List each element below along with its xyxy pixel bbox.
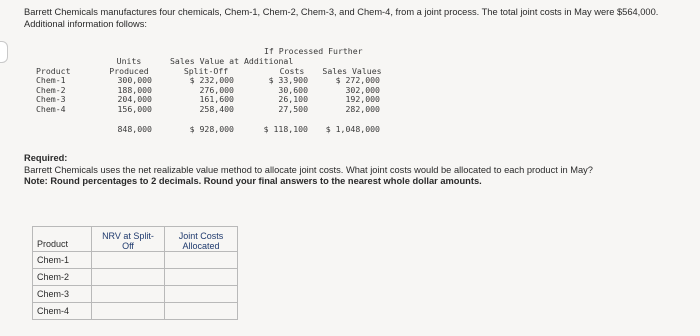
head-units-1: Units	[116, 56, 142, 66]
joint-cell	[165, 252, 238, 269]
required-text: Barrett Chemicals uses the net realizable value method to allocate joint costs. What joint costs would be allocated to each product in May?	[24, 164, 593, 175]
answer-header-nrv	[92, 227, 165, 252]
row-split-off: 276,000	[199, 84, 234, 95]
nrv-cell	[92, 303, 165, 320]
row-product: Chem-4	[36, 103, 66, 114]
row-split-off: 161,600	[199, 94, 234, 104]
row-product: Chem-1	[36, 75, 66, 85]
required-section	[24, 153, 684, 188]
joint-input-chem-2[interactable]	[165, 270, 237, 285]
head-addl-2: Costs	[279, 66, 305, 76]
row-add-costs: 26,100	[278, 94, 308, 104]
nrv-cell	[92, 269, 165, 286]
nrv-input-chem-2[interactable]	[92, 270, 164, 285]
nrv-header-line2: Off	[122, 241, 134, 251]
group-header: If Processed Further	[264, 46, 363, 56]
nrv-header-line1: NRV at Split-	[102, 231, 154, 241]
total-sales-values: $ 1,048,000	[325, 124, 380, 134]
row-units: 156,000	[117, 103, 152, 114]
nrv-input-chem-4[interactable]	[92, 304, 164, 319]
answer-row	[33, 303, 238, 320]
row-sales-values: 192,000	[345, 94, 380, 104]
row-add-costs: 30,600	[278, 84, 308, 95]
joint-input-chem-4[interactable]	[165, 304, 237, 319]
answer-header-product: Product	[33, 227, 92, 252]
head-sales-values: Sales Values	[322, 66, 382, 76]
answer-header-row	[33, 227, 238, 252]
row-add-costs: 27,500	[278, 103, 308, 114]
answer-table	[32, 226, 238, 320]
nrv-cell	[92, 286, 165, 303]
answer-product: Chem-4	[33, 303, 92, 320]
required-label: Required:	[24, 153, 68, 163]
row-units: 204,000	[117, 94, 152, 104]
answer-row	[33, 286, 238, 303]
joint-cell	[165, 303, 238, 320]
problem-intro: Barrett Chemicals manufactures four chemicals, Chem-1, Chem-2, Chem-3, and Chem-4, from a joint process. The total joint costs in May were $564,000. Additional information follows:	[24, 7, 659, 29]
row-split-off: $ 232,000	[189, 75, 234, 85]
note-text: Note: Round percentages to 2 decimals. Round your final answers to the nearest whole dollar amounts.	[24, 176, 482, 186]
answer-row	[33, 269, 238, 286]
head-sales-2: Split-Off	[183, 66, 229, 76]
nrv-input-chem-1[interactable]	[92, 253, 164, 268]
nrv-input-chem-3[interactable]	[92, 287, 164, 302]
head-units-2: Produced	[109, 66, 149, 76]
row-units: 188,000	[117, 84, 152, 95]
side-handle	[0, 41, 8, 63]
joint-input-chem-1[interactable]	[165, 253, 237, 268]
joint-input-chem-3[interactable]	[165, 287, 237, 302]
head-sales-1: Sales Value at	[170, 56, 240, 66]
row-product: Chem-3	[36, 94, 66, 104]
row-sales-values: 282,000	[345, 103, 380, 114]
answer-product: Chem-3	[33, 286, 92, 303]
joint-header-line1: Joint Costs	[178, 231, 224, 241]
row-add-costs: $ 33,900	[268, 75, 308, 85]
answer-row	[33, 252, 238, 269]
row-sales-values: 302,000	[345, 84, 380, 95]
answer-product: Chem-2	[33, 269, 92, 286]
answer-product: Chem-1	[33, 252, 92, 269]
total-add-costs: $ 118,100	[263, 124, 308, 134]
joint-header-line2: Allocated	[182, 241, 220, 251]
row-sales-values: $ 272,000	[335, 75, 380, 85]
row-product: Chem-2	[36, 84, 66, 95]
nrv-cell	[92, 252, 165, 269]
head-addl-1: Additional	[244, 56, 294, 66]
joint-cell	[165, 269, 238, 286]
head-product: Product	[36, 66, 71, 76]
joint-cell	[165, 286, 238, 303]
row-split-off: 258,400	[199, 103, 234, 114]
total-units: 848,000	[117, 124, 152, 134]
total-split-off: $ 928,000	[189, 124, 234, 134]
answer-header-joint	[165, 227, 238, 252]
row-units: 300,000	[117, 75, 152, 85]
